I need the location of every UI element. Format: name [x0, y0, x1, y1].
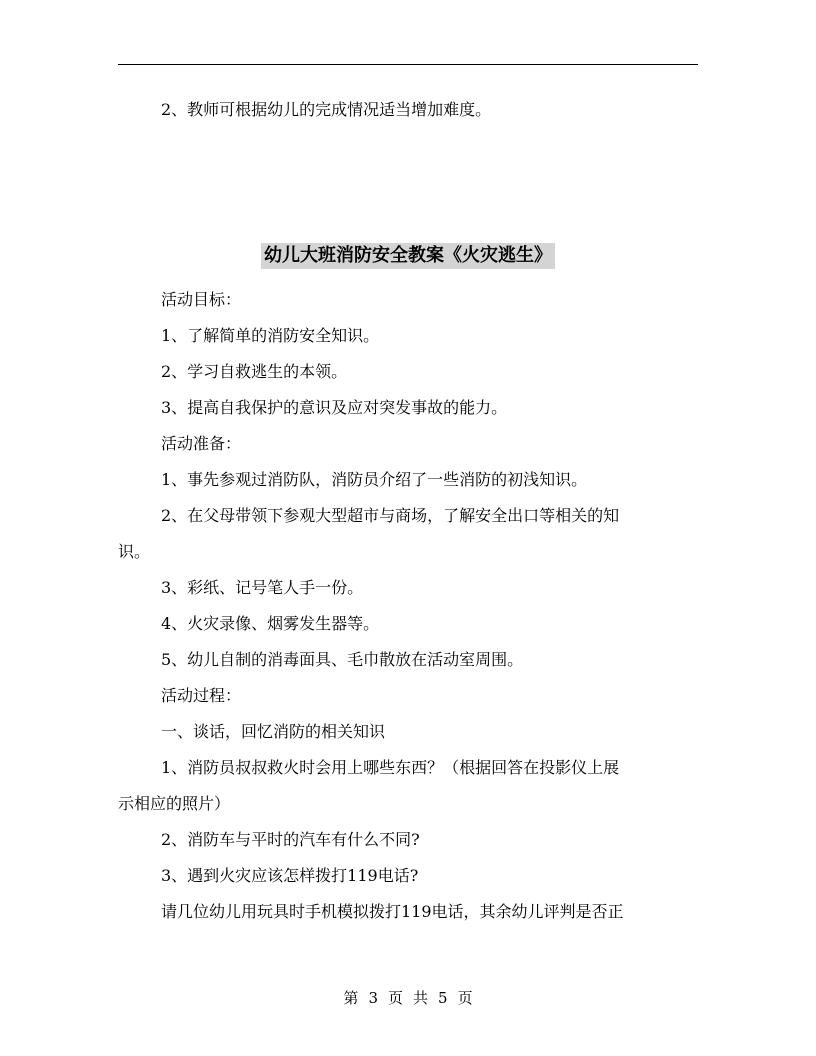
paragraph-line: 活动过程： [161, 686, 242, 705]
paragraph-line: 一、谈话，回忆消防的相关知识 [161, 722, 386, 741]
paragraph-line: 1、消防员叔叔救火时会用上哪些东西？（根据回答在投影仪上展 [161, 758, 620, 777]
paragraph-line: 3、提高自我保护的意识及应对突发事故的能力。 [161, 398, 508, 417]
paragraph-line: 示相应的照片） [118, 794, 231, 813]
paragraph-line: 识。 [118, 542, 151, 561]
paragraph-line: 2、消防车与平时的汽车有什么不同? [161, 830, 420, 849]
paragraph-line: 1、了解简单的消防安全知识。 [161, 326, 380, 345]
paragraph-line: 请几位幼儿用玩具时手机模拟拨打119电话，其余幼儿评判是否正 [161, 902, 624, 921]
footer-total-label: 共 [413, 989, 429, 1007]
paragraph-line: 5、幼儿自制的消毒面具、毛巾散放在活动室周围。 [161, 650, 524, 669]
paragraph-line: 活动准备： [161, 434, 242, 453]
paragraph-line: 2、学习自救逃生的本领。 [161, 362, 348, 381]
title-wrap [0, 243, 816, 269]
paragraph-line: 4、火灾录像、烟雾发生器等。 [161, 614, 380, 633]
footer-suffix: 页 [457, 989, 473, 1007]
footer-prefix: 第 [343, 989, 359, 1007]
paragraph-line: 2、在父母带领下参观大型超市与商场，了解安全出口等相关的知 [161, 506, 620, 525]
footer-page-label: 页 [387, 989, 403, 1007]
page-footer [0, 988, 816, 1008]
top-note: 2、教师可根据幼儿的完成情况适当增加难度。 [161, 100, 492, 119]
footer-current-page: 3 [368, 989, 378, 1007]
paragraph-line: 3、遇到火灾应该怎样拨打119电话? [161, 866, 419, 885]
paragraph-line: 活动目标： [161, 290, 242, 309]
footer-total-pages: 5 [438, 989, 448, 1007]
paragraph-line: 3、彩纸、记号笔人手一份。 [161, 578, 364, 597]
header-rule [118, 64, 698, 65]
document-title: 幼儿大班消防安全教案《火灾逃生》 [261, 243, 555, 269]
paragraph-line: 1、事先参观过消防队，消防员介绍了一些消防的初浅知识。 [161, 470, 588, 489]
